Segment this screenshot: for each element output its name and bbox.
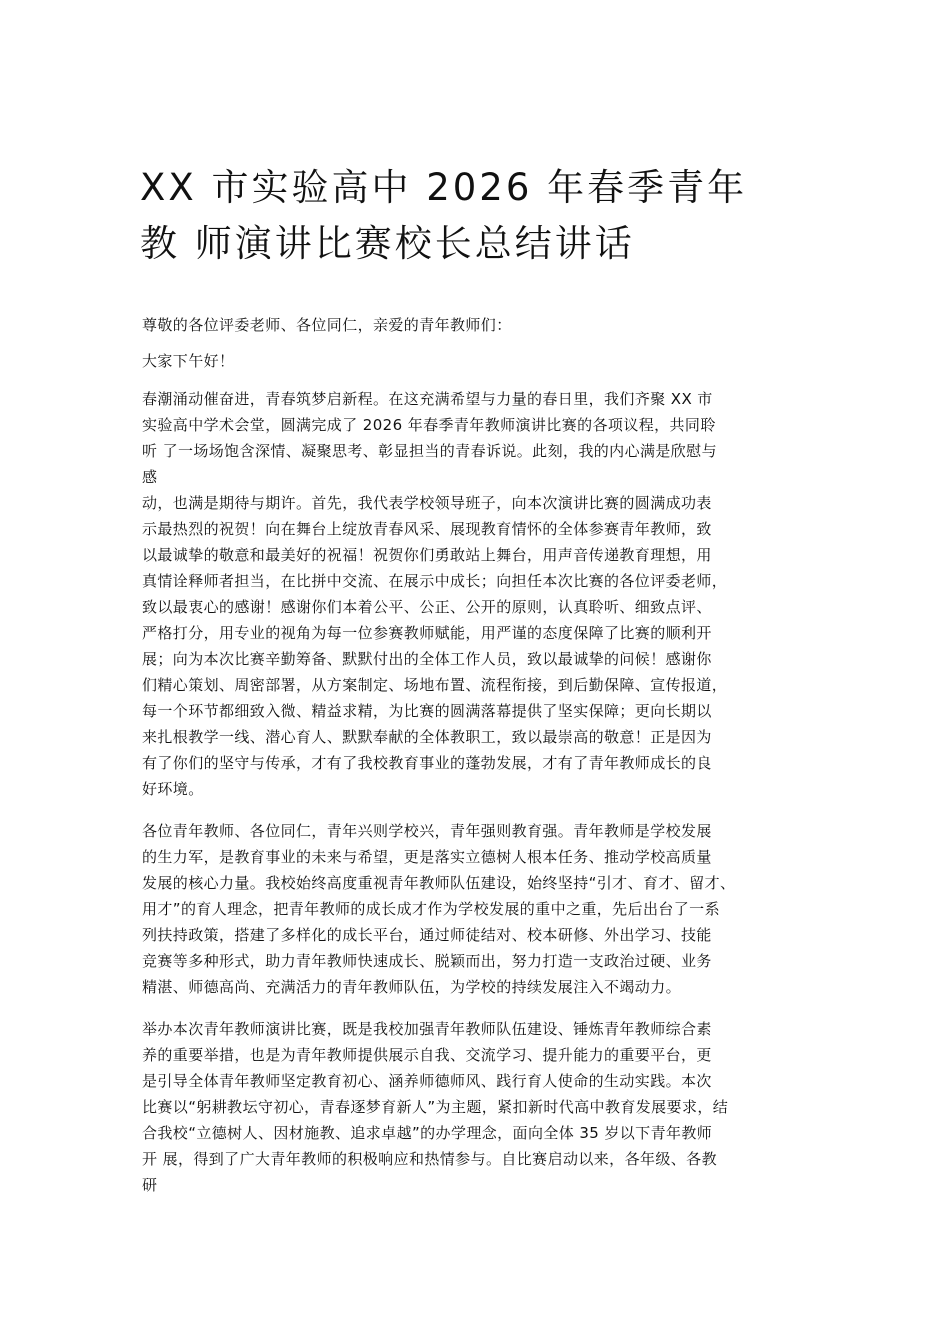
- text-line: 的生力军，是教育事业的未来与希望，更是落实立德树人根本任务、推动学校高质量: [142, 848, 712, 866]
- body-paragraph-3: [142, 1016, 822, 1198]
- document-body: [142, 312, 822, 1214]
- body-paragraph-1: [142, 386, 822, 802]
- text-line: 各位青年教师、各位同仁，青年兴则学校兴，青年强则教育强。青年教师是学校发展: [142, 822, 712, 840]
- text-line: 比赛以“躬耕教坛守初心，青春逐梦育新人”为主题，紧扣新时代高中教育发展要求，结: [142, 1098, 729, 1116]
- text-line: 来扎根教学一线、潜心育人、默默奉献的全体教职工，致以最崇高的敬意！正是因为: [142, 728, 712, 746]
- text-line: 们精心策划、周密部署，从方案制定、场地布置、流程衔接，到后勤保障、宣传报道，: [142, 676, 728, 694]
- text-line: 好环境。: [142, 780, 204, 798]
- text-line: 致以最衷心的感谢！感谢你们本着公平、公正、公开的原则，认真聆听、细致点评、: [142, 598, 712, 616]
- text-line: 展；向为本次比赛辛勤筹备、默默付出的全体工作人员，致以最诚挚的问候！感谢你: [142, 650, 712, 668]
- text-line: 开 展，得到了广大青年教师的积极响应和热情参与。自比赛启动以来，各年级、各教: [142, 1150, 717, 1168]
- text-line: 动，也满是期待与期许。首先，我代表学校领导班子，向本次演讲比赛的圆满成功表: [142, 494, 712, 512]
- salutation-paragraph: [142, 312, 822, 338]
- text-line: 每一个环节都细致入微、精益求精，为比赛的圆满落幕提供了坚实保障；更向长期以: [142, 702, 712, 720]
- text-line: 春潮涌动催奋进，青春筑梦启新程。在这充满希望与力量的春日里，我们齐聚 XX 市: [142, 390, 713, 408]
- text-line: 竞赛等多种形式，助力青年教师快速成长、脱颖而出，努力打造一支政治过硬、业务: [142, 952, 712, 970]
- document-title: [140, 160, 840, 272]
- text-line: 以最诚挚的敬意和最美好的祝福！祝贺你们勇敢站上舞台，用声音传递教育理想，用: [142, 546, 712, 564]
- text-line: 是引导全体青年教师坚定教育初心、涵养师德师风、践行育人使命的生动实践。本次: [142, 1072, 712, 1090]
- text-line: 举办本次青年教师演讲比赛，既是我校加强青年教师队伍建设、锤炼青年教师综合素: [142, 1020, 712, 1038]
- text-line: 有了你们的坚守与传承，才有了我校教育事业的蓬勃发展，才有了青年教师成长的良: [142, 754, 712, 772]
- text-line: 研: [142, 1176, 158, 1194]
- text-line: 养的重要举措，也是为青年教师提供展示自我、交流学习、提升能力的重要平台，更: [142, 1046, 712, 1064]
- text-line: 实验高中学术会堂，圆满完成了 2026 年春季青年教师演讲比赛的各项议程，共同聆: [142, 416, 716, 434]
- text-line: 合我校“立德树人、因材施教、追求卓越”的办学理念，面向全体 35 岁以下青年教师: [142, 1124, 713, 1142]
- text-line: 用才”的育人理念，把青年教师的成长成才作为学校发展的重中之重，先后出台了一系: [142, 900, 720, 918]
- text-line: 感: [142, 468, 158, 486]
- title-line: 教 师演讲比赛校长总结讲话: [140, 222, 635, 265]
- text-line: 真情诠释师者担当，在比拼中交流、在展示中成长；向担任本次比赛的各位评委老师，: [142, 572, 728, 590]
- text-line: 尊敬的各位评委老师、各位同仁，亲爱的青年教师们：: [142, 316, 512, 334]
- text-line: 示最热烈的祝贺！向在舞台上绽放青春风采、展现教育情怀的全体参赛青年教师，致: [142, 520, 712, 538]
- text-line: 发展的核心力量。我校始终高度重视青年教师队伍建设，始终坚持“引才、育才、留才、: [142, 874, 736, 892]
- text-line: 精湛、师德高尚、充满活力的青年教师队伍，为学校的持续发展注入不竭动力。: [142, 978, 682, 996]
- body-paragraph-2: [142, 818, 822, 1000]
- greeting-paragraph: [142, 348, 822, 374]
- text-line: 听 了一场场饱含深情、凝聚思考、彰显担当的青春诉说。此刻，我的内心满是欣慰与: [142, 442, 717, 460]
- text-line: 严格打分，用专业的视角为每一位参赛教师赋能，用严谨的态度保障了比赛的顺利开: [142, 624, 712, 642]
- text-line: 大家下午好！: [142, 352, 235, 370]
- text-line: 列扶持政策，搭建了多样化的成长平台，通过师徒结对、校本研修、外出学习、技能: [142, 926, 712, 944]
- title-line: XX 市实验高中 2026 年春季青年: [140, 166, 748, 209]
